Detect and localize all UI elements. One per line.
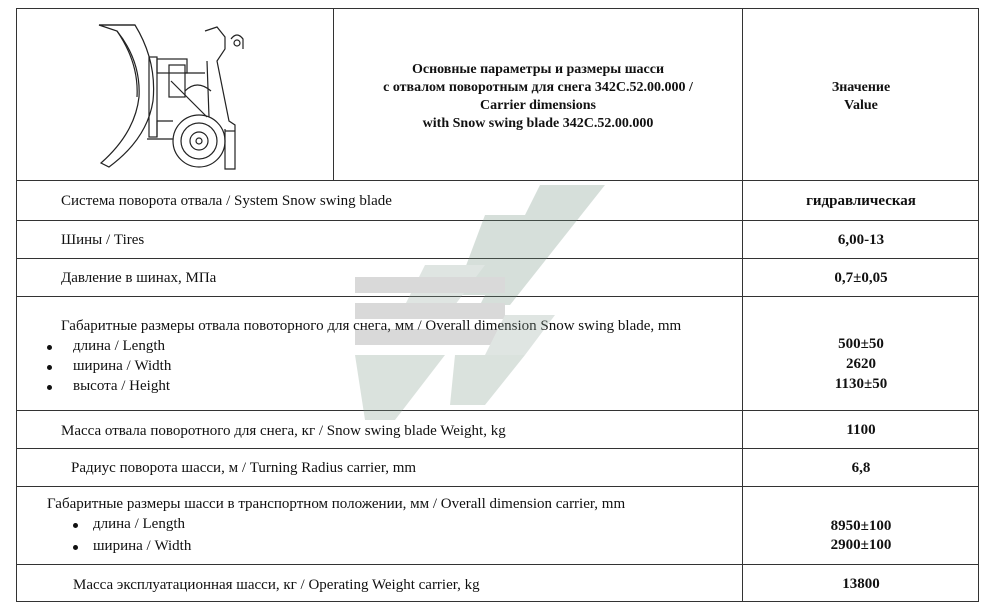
header-title-line: с отвалом поворотным для снега 342С.52.00.000 / bbox=[383, 80, 693, 95]
list-item: длина / Length bbox=[73, 338, 165, 354]
watermark-logo bbox=[335, 185, 635, 425]
bullet bbox=[73, 545, 78, 550]
bullet bbox=[47, 365, 52, 370]
row-value: 0,7±0,05 bbox=[834, 270, 888, 286]
bullet bbox=[73, 523, 78, 528]
row-label: Радиус поворота шасси, м / Turning Radius carrier, mm bbox=[71, 460, 417, 476]
header-title-line: Carrier dimensions bbox=[479, 98, 596, 113]
row-divider bbox=[17, 180, 978, 181]
list-item: высота / Height bbox=[73, 378, 171, 394]
row-label: Масса эксплуатационная шасси, кг / Operating Weight carrier, kg bbox=[73, 577, 480, 593]
row-label: Масса отвала поворотного для снега, кг / Snow swing blade Weight, kg bbox=[61, 423, 506, 439]
row-value: 6,00-13 bbox=[837, 232, 885, 248]
row-label: Габаритные размеры отвала повоторного для снега, мм / Overall dimension Snow swing blade, mm bbox=[61, 318, 682, 334]
bullet bbox=[47, 345, 52, 350]
row-value: 1130±50 bbox=[834, 376, 888, 392]
row-divider bbox=[17, 448, 978, 449]
row-value: 1100 bbox=[846, 422, 876, 438]
value-header-line: Value bbox=[844, 98, 878, 113]
value-header bbox=[743, 79, 979, 115]
row-value: 13800 bbox=[842, 576, 880, 592]
header-title-line: with Snow swing blade 342С.52.00.000 bbox=[422, 116, 654, 131]
header-title bbox=[334, 61, 742, 133]
row-value: 2620 bbox=[846, 356, 876, 372]
value-header-line: Значение bbox=[831, 80, 891, 95]
list-item: ширина / Width bbox=[93, 538, 192, 554]
list-item: длина / Length bbox=[93, 516, 185, 532]
row-value: 8950±100 bbox=[830, 518, 892, 534]
row-value: гидравлическая bbox=[806, 193, 916, 209]
row-divider bbox=[17, 564, 978, 565]
row-label: Давление в шинах, МПа bbox=[61, 270, 217, 286]
bullet bbox=[47, 385, 52, 390]
list-item: ширина / Width bbox=[73, 358, 172, 374]
row-label: Шины / Tires bbox=[61, 232, 145, 248]
row-value: 6,8 bbox=[851, 460, 871, 476]
row-value: 500±50 bbox=[838, 336, 884, 352]
row-divider bbox=[17, 486, 978, 487]
row-label: Система поворота отвала / System Snow swing blade bbox=[61, 193, 392, 209]
header-title-line: Основные параметры и размеры шасси bbox=[411, 62, 665, 77]
row-label: Габаритные размеры шасси в транспортном положении, мм / Overall dimension carrier, mm bbox=[47, 496, 626, 512]
row-value: 2900±100 bbox=[830, 537, 892, 553]
snow-swing-blade-drawing bbox=[87, 21, 252, 171]
